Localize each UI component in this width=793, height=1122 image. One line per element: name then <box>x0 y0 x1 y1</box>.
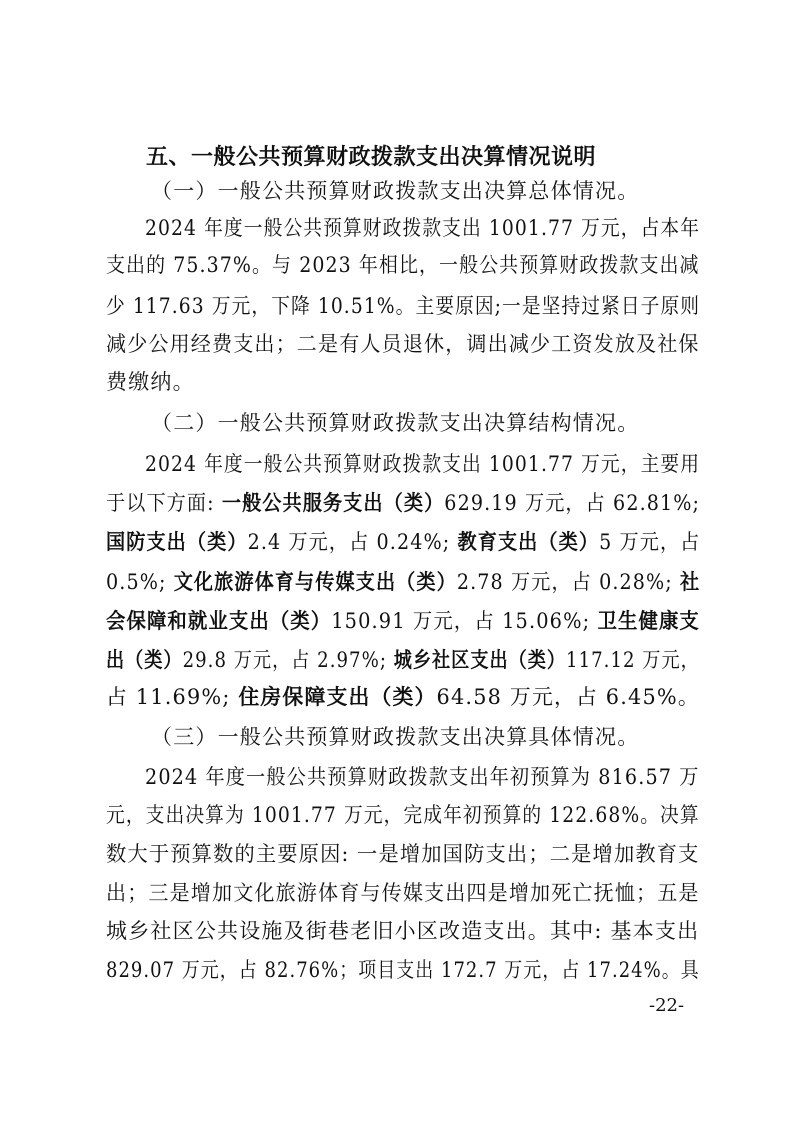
paragraph-line: 2024 年度一般公共预算财政拨款支出 1001.77 万元，主要用 <box>145 452 701 476</box>
line-text: 5 万元，占 <box>599 530 701 554</box>
paragraph-line <box>106 645 700 675</box>
paragraph-line <box>106 606 700 636</box>
subsection-title-2: （二）一般公共预算财政拨款支出决算结构情况。 <box>151 411 640 435</box>
category-label: 教育支出（类） <box>457 530 600 554</box>
paragraph-line: 数大于预算数的主要原因: 一是增加国防支出；二是增加教育支 <box>106 842 700 866</box>
paragraph-line <box>106 682 700 712</box>
paragraph-line <box>106 567 700 597</box>
paragraph-line: 城乡社区公共设施及街巷老旧小区改造支出。其中: 基本支出 <box>106 919 700 943</box>
paragraph-line: 829.07 万元，占 82.76%；项目支出 172.7 万元，占 17.24%。具 <box>106 958 700 982</box>
category-label: 卫生健康支 <box>597 609 700 633</box>
line-text: 64.58 万元，占 6.45%。 <box>436 685 700 709</box>
paragraph-line: 出；三是增加文化旅游体育与传媒支出四是增加死亡抚恤；五是 <box>106 881 700 905</box>
line-text: 占 11.69%; <box>106 685 239 709</box>
category-label: 文化旅游体育与传媒支出（类） <box>173 570 457 594</box>
subsection-title-3: （三）一般公共预算财政拨款支出决算具体情况。 <box>151 725 640 749</box>
paragraph-line: 2024 年度一般公共预算财政拨款支出 1001.77 万元，占本年 <box>145 216 701 240</box>
page-number: -22- <box>649 995 685 1016</box>
paragraph-line: 支出的 75.37%。与 2023 年相比，一般公共预算财政拨款支出减 <box>106 253 700 277</box>
paragraph-line: 费缴纳。 <box>106 370 195 394</box>
line-text: 0.5%; <box>106 570 174 594</box>
section-heading: 五、一般公共预算财政拨款支出决算情况说明 <box>146 145 597 170</box>
category-label: 一般公共服务支出（类） <box>221 491 445 515</box>
line-text: 117.12 万元， <box>566 648 700 672</box>
line-text: 150.91 万元，占 15.06%; <box>331 609 598 633</box>
line-text: 于以下方面: <box>106 491 222 515</box>
subsection-title-1: （一）一般公共预算财政拨款支出决算总体情况。 <box>151 179 640 203</box>
paragraph-line: 少 117.63 万元，下降 10.51%。主要原因;一是坚持过紧日子原则 <box>106 294 701 318</box>
line-text: 2.78 万元，占 0.28%; <box>456 570 681 594</box>
category-label: 国防支出（类） <box>106 530 248 554</box>
paragraph-line <box>106 527 700 557</box>
category-label: 出（类） <box>106 648 183 672</box>
paragraph-line: 2024 年度一般公共预算财政拨款支出年初预算为 816.57 万 <box>145 765 700 789</box>
category-label: 住房保障支出（类） <box>238 685 437 709</box>
paragraph-line: 减少公用经费支出；二是有人员退休，调出减少工资发放及社保 <box>106 332 700 356</box>
category-label: 社 <box>680 570 701 594</box>
line-text: 29.8 万元，占 2.97%; <box>182 648 394 672</box>
category-label: 城乡社区支出（类） <box>393 648 567 672</box>
category-label: 会保障和就业支出（类） <box>106 609 332 633</box>
paragraph-line <box>106 488 700 518</box>
line-text: 2.4 万元，占 0.24%; <box>247 530 458 554</box>
paragraph-line: 元，支出决算为 1001.77 万元，完成年初预算的 122.68%。决算 <box>106 803 700 827</box>
line-text: 629.19 万元，占 62.81%; <box>444 491 701 515</box>
